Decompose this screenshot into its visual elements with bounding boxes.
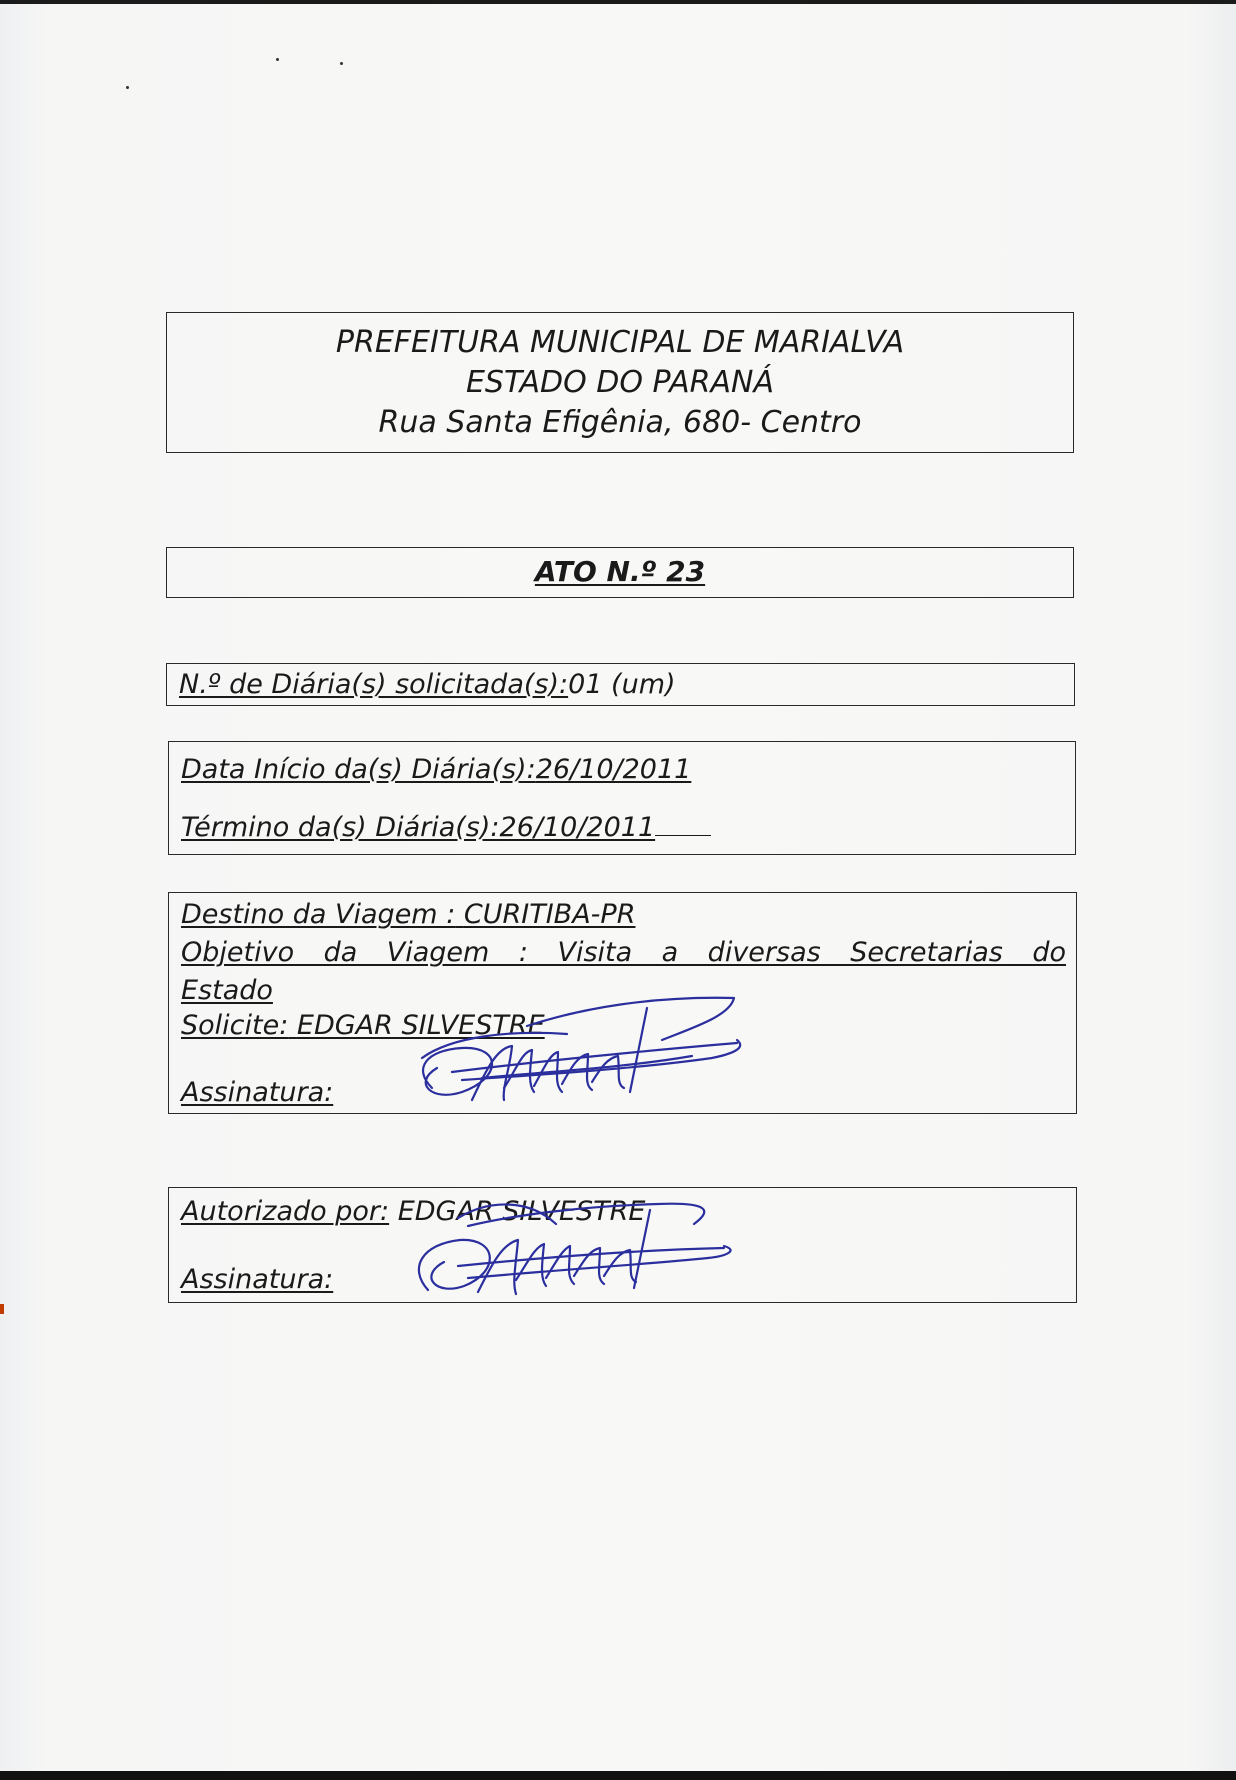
solicite-label: Solicite: [181,1010,289,1041]
objetivo-label: Objetivo da Viagem : [181,937,528,968]
underline-trail [655,809,711,836]
scan-edge-top [0,0,1236,4]
data-inicio-value: 26/10/2011 [535,754,692,785]
datas-box [168,741,1076,855]
scan-edge-bottom [0,1771,1236,1780]
data-termino-value: 26/10/2011 [499,812,656,843]
data-termino-label: Término da(s) Diária(s): [181,812,500,843]
destino-label: Destino da Viagem : [181,899,456,930]
objetivo-value: Visita a diversas Secretarias do [557,937,1067,968]
ato-box [166,547,1074,598]
autorizado-value: EDGAR SILVESTRE [397,1196,646,1227]
scan-speck [340,62,343,65]
ato-title: ATO N.º 23 [534,555,706,588]
header-state: ESTADO DO PARANÁ [465,365,775,400]
objetivo-row [181,937,1066,969]
destino-row [181,899,635,931]
header-address: Rua Santa Efigênia, 680- Centro [378,405,862,440]
scan-edge-mark [0,1304,4,1314]
diarias-label: N.º de Diária(s) solicitada(s): [179,669,569,700]
header-box [166,312,1074,453]
destino-value: CURITIBA-PR [463,899,636,930]
solicite-value: EDGAR SILVESTRE [296,1010,545,1041]
diarias-value: 01 (um) [568,669,676,700]
data-inicio-label: Data Início da(s) Diária(s): [181,754,536,785]
diarias-box [166,663,1075,706]
data-termino-row [181,809,711,844]
scan-speck [276,58,279,61]
data-inicio-row [181,754,691,786]
signature-autorizador [408,1184,738,1306]
scan-speck [126,86,129,89]
objetivo-continuation: Estado [181,975,273,1006]
signature-solicitante [392,988,752,1118]
autorizado-assinatura-label: Assinatura: [181,1264,334,1295]
header-municipality: PREFEITURA MUNICIPAL DE MARIALVA [335,325,905,360]
assinatura-label: Assinatura: [181,1077,334,1108]
autorizado-label: Autorizado por: [181,1196,390,1227]
